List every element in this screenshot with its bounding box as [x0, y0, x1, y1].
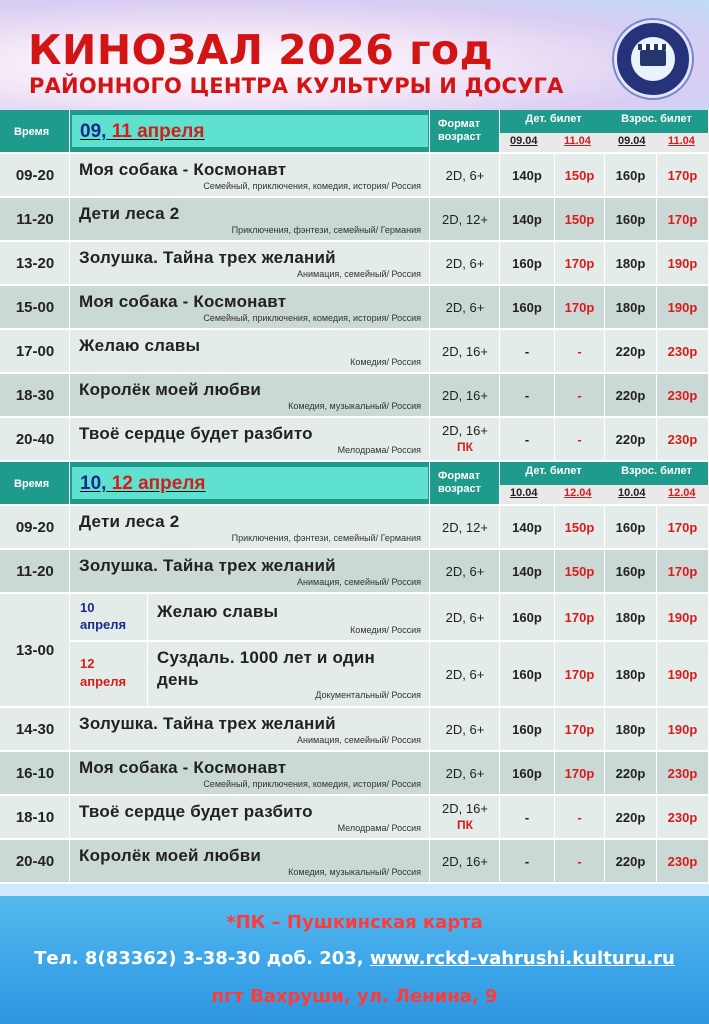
film-cell: [70, 418, 430, 462]
column-child-ticket-label: Дет. билет: [525, 113, 582, 125]
price-cell: [657, 594, 709, 642]
ticket-price: 190р: [667, 667, 698, 682]
ticket-date-1: 10.04: [510, 487, 538, 499]
price-cell: [605, 752, 657, 796]
price-cell: [555, 506, 605, 550]
ticket-price: 230р: [667, 432, 698, 447]
film-format: 2D, 6+: [445, 610, 485, 625]
film-genre: Мелодрама/ Россия: [337, 445, 421, 455]
time-cell: [0, 154, 70, 198]
showtime: 09-20: [15, 167, 55, 184]
price-cell: [657, 708, 709, 752]
section-date-label: [80, 121, 204, 143]
price-cell: [657, 154, 709, 198]
ticket-price: 170р: [564, 256, 595, 271]
price-cell: [657, 286, 709, 330]
ticket-price: 150р: [564, 564, 595, 579]
ticket-price: 180р: [615, 256, 646, 271]
format-cell: [430, 594, 500, 642]
price-cell: [500, 198, 555, 242]
film-title: Золушка. Тайна трех желаний: [79, 714, 336, 733]
format-cell: [430, 642, 500, 708]
ticket-price: 190р: [667, 256, 698, 271]
ticket-price: 160р: [512, 256, 542, 271]
date-label-cell: [70, 594, 148, 642]
phone-text: Тел. 8(83362) 3-38-30 доб. 203,: [34, 948, 364, 969]
ticket-price: 140р: [512, 168, 542, 183]
film-title: Желаю славы: [79, 336, 201, 355]
ticket-price: -: [524, 388, 530, 403]
table-row: [0, 374, 709, 418]
price-cell: [605, 642, 657, 708]
price-cell: [657, 198, 709, 242]
film-genre: Комедия, музыкальный/ Россия: [288, 867, 421, 877]
price-cell: [657, 242, 709, 286]
format-cell: [430, 154, 500, 198]
film-genre: Комедия, музыкальный/ Россия: [288, 401, 421, 411]
table-row: [0, 642, 709, 708]
film-cell: [148, 594, 430, 642]
price-cell: [605, 506, 657, 550]
table-row: [0, 796, 709, 840]
table-row: [0, 840, 709, 884]
ticket-price: 220р: [615, 766, 646, 781]
ticket-price: -: [524, 854, 530, 869]
format-cell: [430, 506, 500, 550]
ticket-price: 220р: [615, 854, 646, 869]
film-cell: [70, 506, 430, 550]
ticket-dates: [500, 485, 709, 504]
showtime: 20-40: [15, 853, 55, 870]
film-cell: [70, 330, 430, 374]
website-link[interactable]: www.rckd-vahrushi.kulturu.ru: [369, 948, 675, 969]
film-format: 2D, 6+: [445, 300, 485, 315]
split-time-row: [0, 594, 709, 708]
showtime: 11-20: [16, 563, 54, 580]
logo-icon: [614, 20, 692, 98]
price-cell: [605, 198, 657, 242]
film-genre: Анимация, семейный/ Россия: [297, 269, 421, 279]
date-blue-label: 10,: [80, 473, 107, 494]
film-title: Желаю славы: [157, 602, 279, 621]
format-cell: [430, 198, 500, 242]
price-cell: [500, 752, 555, 796]
price-cell: [555, 330, 605, 374]
film-format: 2D, 16+: [442, 801, 488, 816]
film-genre: Комедия/ Россия: [350, 357, 421, 367]
page-title: КИНОЗАЛ 2026 год: [28, 26, 494, 74]
format-cell: [430, 796, 500, 840]
column-time-label: Время: [14, 478, 50, 490]
ticket-date-3: 10.04: [618, 487, 646, 499]
clapperboard-icon: [640, 50, 666, 66]
price-cell: [605, 840, 657, 884]
price-cell: [555, 840, 605, 884]
price-cell: [500, 642, 555, 708]
film-title: Дети леса 2: [79, 512, 180, 531]
ticket-price: -: [524, 810, 530, 825]
price-cell: [605, 242, 657, 286]
column-time-label: Время: [14, 126, 50, 138]
date-label-cell: [70, 642, 148, 708]
ticket-price: 220р: [615, 432, 646, 447]
film-format: 2D, 16+: [442, 388, 488, 403]
film-format: 2D, 12+: [442, 212, 488, 227]
section-date: [72, 467, 428, 499]
ticket-price: 170р: [564, 667, 595, 682]
table-row: [0, 418, 709, 462]
pushkin-card-badge: ПК: [457, 440, 473, 454]
date-red-label: 12 апреля: [111, 473, 206, 494]
ticket-date-3: 09.04: [618, 135, 646, 147]
ticket-price: -: [577, 810, 582, 825]
ticket-price: 180р: [615, 667, 646, 682]
ticket-price: -: [577, 854, 582, 869]
ticket-price: 190р: [667, 300, 698, 315]
film-cell: [70, 242, 430, 286]
ticket-price: 160р: [615, 564, 646, 579]
ticket-price: 170р: [564, 610, 595, 625]
ticket-price: 190р: [667, 610, 698, 625]
price-cell: [657, 796, 709, 840]
showtime: 18-30: [15, 387, 55, 404]
table-row: [0, 286, 709, 330]
showtime: 16-10: [15, 765, 55, 782]
film-genre: Семейный, приключения, комедия, история/ Россия: [203, 181, 421, 191]
film-cell: [70, 550, 430, 594]
price-cell: [605, 550, 657, 594]
film-genre: Комедия/ Россия: [350, 625, 421, 635]
film-cell: [70, 840, 430, 884]
film-title: Дети леса 2: [79, 204, 180, 223]
price-cell: [657, 550, 709, 594]
ticket-dates: [500, 133, 709, 152]
film-genre: Семейный, приключения, комедия, история/ Россия: [203, 313, 421, 323]
price-cell: [500, 550, 555, 594]
date-label-day: 12: [80, 656, 95, 671]
ticket-price: 170р: [564, 766, 595, 781]
time-cell: [0, 708, 70, 752]
pushkin-card-badge: ПК: [457, 818, 473, 832]
film-genre: Приключения, фэнтези, семейный/ Германия: [231, 533, 421, 543]
film-cell: [148, 642, 430, 708]
price-cell: [500, 418, 555, 462]
ticket-price: 220р: [615, 388, 646, 403]
film-genre: Документальный/ Россия: [315, 690, 421, 700]
price-cell: [500, 330, 555, 374]
time-cell: [0, 286, 70, 330]
price-cell: [555, 550, 605, 594]
ticket-price: -: [524, 344, 530, 359]
time-cell: [0, 840, 70, 884]
film-cell: [70, 708, 430, 752]
ticket-price: 170р: [667, 520, 698, 535]
date-label-month: апреля: [80, 674, 127, 689]
contact-line: [0, 948, 709, 969]
ticket-price: 170р: [667, 212, 698, 227]
price-cell: [500, 796, 555, 840]
format-cell: [430, 242, 500, 286]
table-row: [0, 242, 709, 286]
film-title: Золушка. Тайна трех желаний: [79, 248, 336, 267]
ticket-price: 190р: [667, 722, 698, 737]
film-format: 2D, 6+: [445, 256, 485, 271]
pushkin-card-note: *ПК – Пушкинская карта: [226, 912, 483, 933]
poster-header: [0, 0, 709, 110]
film-cell: [70, 198, 430, 242]
time-cell: [0, 330, 70, 374]
table-row: [0, 708, 709, 752]
ticket-price: 160р: [512, 766, 542, 781]
film-title: Золушка. Тайна трех желаний: [79, 556, 336, 575]
price-cell: [605, 594, 657, 642]
film-title: Моя собака - Космонавт: [79, 160, 287, 179]
format-cell: [430, 752, 500, 796]
ticket-price: 160р: [512, 667, 542, 682]
film-genre: Семейный, приключения, комедия, история/ Россия: [203, 779, 421, 789]
price-cell: [555, 154, 605, 198]
film-genre: Анимация, семейный/ Россия: [297, 735, 421, 745]
price-cell: [657, 752, 709, 796]
price-cell: [605, 374, 657, 418]
format-cell: [430, 840, 500, 884]
showtime: 15-00: [15, 299, 55, 316]
price-cell: [657, 374, 709, 418]
price-cell: [657, 642, 709, 708]
price-cell: [605, 330, 657, 374]
price-cell: [500, 506, 555, 550]
showtime: 13-20: [15, 255, 55, 272]
film-title-line2: день: [157, 670, 199, 689]
date-label-month: апреля: [80, 617, 127, 632]
section-date: [72, 115, 428, 147]
film-genre: Мелодрама/ Россия: [337, 823, 421, 833]
column-format-label: Формат возраст: [438, 470, 482, 495]
showtime: 20-40: [15, 431, 55, 448]
time-cell: [0, 796, 70, 840]
ticket-price: 140р: [512, 564, 542, 579]
time-cell: [0, 550, 70, 594]
ticket-price: 170р: [564, 300, 595, 315]
time-cell: [0, 374, 70, 418]
ticket-price: 180р: [615, 300, 646, 315]
film-format: 2D, 6+: [445, 722, 485, 737]
column-format-label: Формат возраст: [438, 118, 482, 143]
table-row: [0, 752, 709, 796]
film-title: Моя собака - Космонавт: [79, 292, 287, 311]
section-header-row: [0, 110, 709, 154]
table-row: [0, 330, 709, 374]
ticket-price: 170р: [667, 168, 698, 183]
film-title: Твоё сердце будет разбито: [79, 424, 313, 443]
price-cell: [605, 154, 657, 198]
format-cell: [430, 330, 500, 374]
ticket-price: 220р: [615, 344, 646, 359]
film-cell: [70, 374, 430, 418]
price-cell: [500, 242, 555, 286]
ticket-date-4: 12.04: [668, 487, 696, 499]
film-format: 2D, 16+: [442, 423, 488, 438]
table-row: [0, 550, 709, 594]
price-cell: [555, 796, 605, 840]
film-format: 2D, 6+: [445, 168, 485, 183]
film-title: Королёк моей любви: [79, 380, 262, 399]
ticket-date-4: 11.04: [668, 135, 695, 147]
price-cell: [500, 594, 555, 642]
ticket-price: 220р: [615, 810, 646, 825]
film-format: 2D, 6+: [445, 564, 485, 579]
column-child-ticket-label: Дет. билет: [525, 465, 582, 477]
ticket-price: 150р: [564, 168, 595, 183]
column-adult-ticket-label: Взрос. билет: [621, 465, 692, 477]
film-cell: [70, 796, 430, 840]
film-title: Королёк моей любви: [79, 846, 262, 865]
column-adult-ticket-label: Взрос. билет: [621, 113, 692, 125]
address-text: пгт Вахруши, ул. Ленина, 9: [211, 986, 498, 1007]
price-cell: [500, 154, 555, 198]
ticket-price: 170р: [564, 722, 595, 737]
ticket-price: 140р: [512, 520, 542, 535]
date-label-day: 10: [80, 600, 95, 615]
showtime: 13-00: [15, 642, 55, 659]
film-genre: Приключения, фэнтези, семейный/ Германия: [231, 225, 421, 235]
price-cell: [555, 198, 605, 242]
ticket-price: -: [577, 344, 582, 359]
price-cell: [605, 418, 657, 462]
price-cell: [555, 374, 605, 418]
film-cell: [70, 154, 430, 198]
ticket-price: 160р: [615, 520, 646, 535]
film-title: Моя собака - Космонавт: [79, 758, 287, 777]
ticket-price: 230р: [667, 344, 698, 359]
page-subtitle: РАЙОННОГО ЦЕНТРА КУЛЬТУРЫ И ДОСУГА: [29, 74, 564, 98]
format-cell: [430, 708, 500, 752]
table-row: [0, 506, 709, 550]
film-genre: Анимация, семейный/ Россия: [297, 577, 421, 587]
ticket-price: 150р: [564, 212, 595, 227]
film-format: 2D, 6+: [445, 667, 485, 682]
showtime: 17-00: [15, 343, 55, 360]
price-cell: [605, 796, 657, 840]
ticket-price: 170р: [667, 564, 698, 579]
price-cell: [657, 506, 709, 550]
date-blue-label: 09,: [80, 121, 107, 142]
ticket-price: 150р: [564, 520, 595, 535]
price-cell: [500, 286, 555, 330]
film-title: Твоё сердце будет разбито: [79, 802, 313, 821]
ticket-price: 160р: [512, 722, 542, 737]
ticket-price: -: [524, 432, 530, 447]
ticket-price: 180р: [615, 722, 646, 737]
film-format: 2D, 6+: [445, 766, 485, 781]
ticket-price: 230р: [667, 766, 698, 781]
price-cell: [500, 708, 555, 752]
time-cell: [0, 242, 70, 286]
price-cell: [555, 708, 605, 752]
ticket-date-2: 11.04: [564, 135, 591, 147]
format-cell: [430, 550, 500, 594]
showtime: 09-20: [15, 519, 55, 536]
table-row: [0, 154, 709, 198]
price-cell: [555, 594, 605, 642]
ticket-price: 230р: [667, 810, 698, 825]
format-cell: [430, 286, 500, 330]
film-format: 2D, 16+: [442, 344, 488, 359]
ticket-date-2: 12.04: [564, 487, 592, 499]
ticket-price: 160р: [615, 212, 646, 227]
price-cell: [555, 752, 605, 796]
ticket-price: -: [577, 388, 582, 403]
showtime: 14-30: [15, 721, 55, 738]
price-cell: [605, 286, 657, 330]
format-cell: [430, 374, 500, 418]
section-date-label: [80, 473, 206, 495]
price-cell: [555, 286, 605, 330]
time-cell: [0, 198, 70, 242]
price-cell: [657, 840, 709, 884]
ticket-price: 160р: [615, 168, 646, 183]
table-row: [0, 198, 709, 242]
price-cell: [657, 418, 709, 462]
ticket-price: 230р: [667, 388, 698, 403]
price-cell: [555, 642, 605, 708]
poster-footer: [0, 896, 709, 1024]
table-row: [0, 594, 709, 642]
date-red-label: 11 апреля: [111, 121, 205, 142]
price-cell: [605, 708, 657, 752]
price-cell: [555, 242, 605, 286]
price-cell: [500, 840, 555, 884]
ticket-price: -: [577, 432, 582, 447]
film-format: 2D, 16+: [442, 854, 488, 869]
film-cell: [70, 752, 430, 796]
time-cell: [0, 418, 70, 462]
film-cell: [70, 286, 430, 330]
ticket-date-1: 09.04: [510, 135, 538, 147]
showtime: 18-10: [15, 809, 55, 826]
price-cell: [555, 418, 605, 462]
section-header-row: [0, 462, 709, 506]
ticket-price: 160р: [512, 610, 542, 625]
film-title: Суздаль. 1000 лет и один: [157, 648, 375, 667]
film-format: 2D, 12+: [442, 520, 488, 535]
ticket-price: 230р: [667, 854, 698, 869]
ticket-price: 160р: [512, 300, 542, 315]
price-cell: [657, 330, 709, 374]
price-cell: [500, 374, 555, 418]
showtime: 11-20: [16, 211, 54, 228]
time-cell: [0, 752, 70, 796]
format-cell: [430, 418, 500, 462]
ticket-price: 180р: [615, 610, 646, 625]
time-cell: [0, 506, 70, 550]
ticket-price: 140р: [512, 212, 542, 227]
